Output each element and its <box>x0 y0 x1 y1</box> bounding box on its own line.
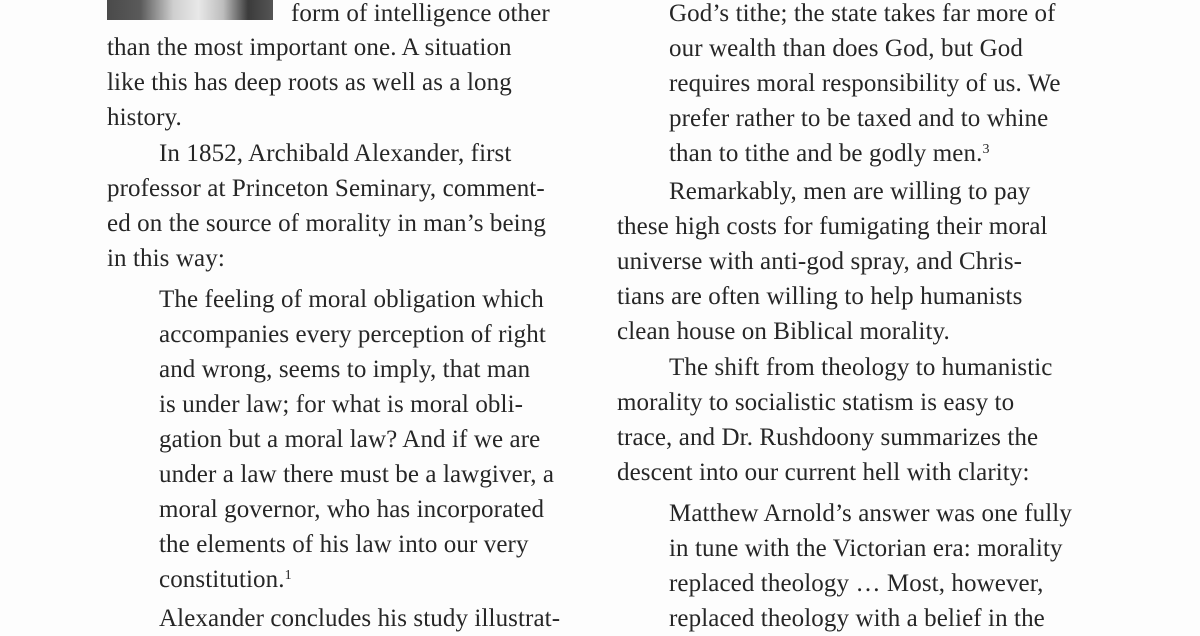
text-line: clean house on Biblical morality. <box>617 318 950 345</box>
text-line: Remarkably, men are willing to pay <box>669 178 1031 205</box>
text-line: tians are often willing to help humanists <box>617 283 1023 310</box>
text-line: like this has deep roots as well as a long <box>107 69 512 96</box>
text-line: in this way: <box>107 245 225 272</box>
text-line: these high costs for fumigating their moral <box>617 213 1048 240</box>
text-line: The shift from theology to humanistic <box>669 354 1053 381</box>
text-line: universe with anti-god spray, and Chris- <box>617 248 1023 275</box>
quote-line: The feeling of moral obligation which <box>159 286 544 313</box>
text-line: morality to socialistic statism is easy to <box>617 389 1015 416</box>
text-line: In 1852, Archibald Alexander, first <box>159 140 512 167</box>
quote-line: requires moral responsibility of us. We <box>669 70 1061 97</box>
quote-line: prefer rather to be taxed and to whine <box>669 105 1049 132</box>
text-line: than the most important one. A situation <box>107 34 512 61</box>
quote-line: and wrong, seems to imply, that man <box>159 356 531 383</box>
text-line: trace, and Dr. Rushdoony summarizes the <box>617 424 1039 451</box>
footnote-ref[interactable]: 1 <box>284 568 292 583</box>
quote-line: is under law; for what is moral obli- <box>159 391 524 418</box>
text-line: Alexander concludes his study illustrat- <box>159 605 561 632</box>
quote-line <box>669 137 990 171</box>
footnote-ref[interactable]: 3 <box>982 142 990 157</box>
text-line: form of intelligence other <box>291 0 550 27</box>
quote-line: accompanies every perception of right <box>159 321 546 348</box>
quote-line: in tune with the Victorian era: morality <box>669 535 1063 562</box>
quote-line: moral governor, who has incorporated <box>159 496 545 523</box>
quote-text: than to tithe and be godly men. <box>669 140 983 167</box>
text-line: professor at Princeton Seminary, comment- <box>107 175 545 202</box>
text-line: ed on the source of morality in man’s being <box>107 210 546 237</box>
text-line: descent into our current hell with clarity: <box>617 459 1030 486</box>
text-line: history. <box>107 104 182 131</box>
quote-line: replaced theology … Most, however, <box>669 570 1044 597</box>
quote-line: gation but a moral law? And if we are <box>159 426 541 453</box>
quote-line: replaced theology with a belief in the <box>669 605 1045 632</box>
author-photo <box>107 0 273 20</box>
quote-line: God’s tithe; the state takes far more of <box>669 0 1056 27</box>
quote-line: the elements of his law into our very <box>159 531 529 558</box>
quote-line: under a law there must be a lawgiver, a <box>159 461 555 488</box>
quote-line: our wealth than does God, but God <box>669 35 1023 62</box>
quote-line: Matthew Arnold’s answer was one fully <box>669 500 1072 527</box>
quote-text: constitution. <box>159 566 285 593</box>
quote-line <box>159 563 292 597</box>
